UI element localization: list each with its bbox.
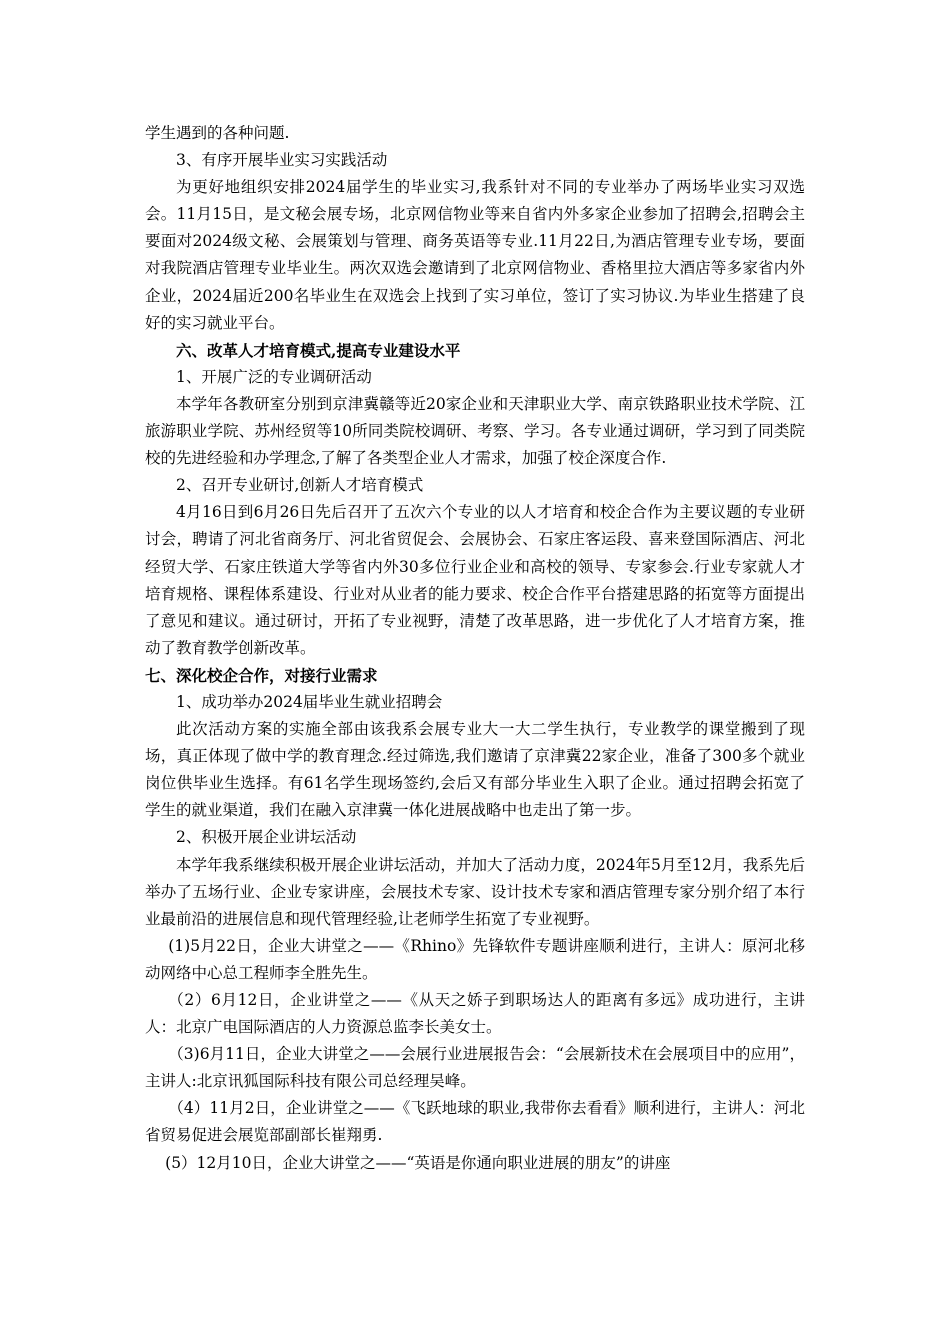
subsection-heading: 1、开展广泛的专业调研活动: [176, 367, 372, 386]
list-item: （4）11月2日，企业讲堂之——《飞跃地球的职业,我带你去看看》顺利进行，主讲人：河北省贸易促进会展览部副部长崔翔勇.: [145, 1099, 805, 1145]
section-heading: 七、深化校企合作，对接行业需求: [145, 665, 378, 685]
paragraph: 本学年各教研室分别到京津冀赣等近20家企业和天津职业大学、南京铁路职业技术学院、江旅游职业学院、苏州经贸等10所同类院校调研、考察、学习。各专业通过调研，学习到了同类院校的先进经验和办学理念,了解了各类型企业人才需求，加强了校企深度合作.: [145, 394, 805, 468]
paragraph: 4月16日到6月26日先后召开了五次六个专业的以人才培育和校企合作为主要议题的专业研讨会，聘请了河北省商务厅、河北省贸促会、会展协会、石家庄客运段、喜来登国际酒店、河北经贸大学、石家庄铁道大学等省内外30多位行业企业和高校的领导、专家参会.行业专家就人才培育规格、课程体系建设、行业对从业者的能力要求、校企合作平台搭建思路的拓宽等方面提出了意见和建议。通过研讨，开拓了专业视野，清楚了改革思路，进一步优化了人才培育方案，推动了教育教学创新改革。: [145, 503, 805, 657]
document-body: [145, 120, 805, 1177]
subsection-heading: 1、成功举办2024届毕业生就业招聘会: [176, 692, 443, 711]
paragraph: 本学年我系继续积极开展企业讲坛活动，并加大了活动力度，2024年5月至12月，我系先后举办了五场行业、企业专家讲座，会展技术专家、设计技术专家和酒店管理专家分别介绍了本行业最前沿的进展信息和现代管理经验,让老师学生拓宽了专业视野。: [145, 855, 805, 928]
subsection-heading: 2、积极开展企业讲坛活动: [176, 828, 357, 847]
paragraph: 学生遇到的各种问题.: [145, 124, 290, 142]
section-heading: 六、改革人才培育模式,提高专业建设水平: [176, 340, 461, 360]
list-item: (5）12月10日，企业大讲堂之——“英语是你通向职业进展的朋友”的讲座: [165, 1153, 671, 1172]
paragraph: 此次活动方案的实施全部由该我系会展专业大一大二学生执行，专业教学的课堂搬到了现场，真正体现了做中学的教育理念.经过筛选,我们邀请了京津冀22家企业，准备了300多个就业岗位供毕业生选择。有61名学生现场签约,会后又有部分毕业生入职了企业。通过招聘会拓宽了学生的就业渠道，我们在融入京津冀一体化进展战略中也走出了第一步。: [145, 720, 805, 820]
subsection-heading: 3、有序开展毕业实习实践活动: [176, 151, 388, 170]
paragraph: 为更好地组织安排2024届学生的毕业实习,我系针对不同的专业举办了两场毕业实习双选会。11月15日，是文秘会展专场，北京网信物业等来自省内外多家企业参加了招聘会,招聘会主要面对2024级文秘、会展策划与管理、商务英语等专业.11月22日,为酒店管理专业专场，要面对我院酒店管理专业毕业生。两次双选会邀请到了北京网信物业、香格里拉大酒店等多家省内外企业，2024届近200名毕业生在双选会上找到了实习单位，签订了实习协议.为毕业生搭建了良好的实习就业平台。: [145, 178, 805, 332]
list-item: （2）6月12日，企业讲堂之——《从天之娇子到职场达人的距离有多远》成功进行，主讲人：北京广电国际酒店的人力资源总监李长美女士。: [145, 991, 805, 1037]
subsection-heading: 2、召开专业研讨,创新人才培育模式: [176, 476, 424, 495]
list-item: （3)6月11日，企业大讲堂之——会展行业进展报告会：“会展新技术在会展项目中的应用”，主讲人:北京讯狐国际科技有限公司总经理吴峰。: [145, 1045, 805, 1091]
list-item: (1)5月22日，企业大讲堂之——《Rhino》先锋软件专题讲座顺利进行，主讲人：原河北移动网络中心总工程师李全胜先生。: [145, 936, 805, 982]
